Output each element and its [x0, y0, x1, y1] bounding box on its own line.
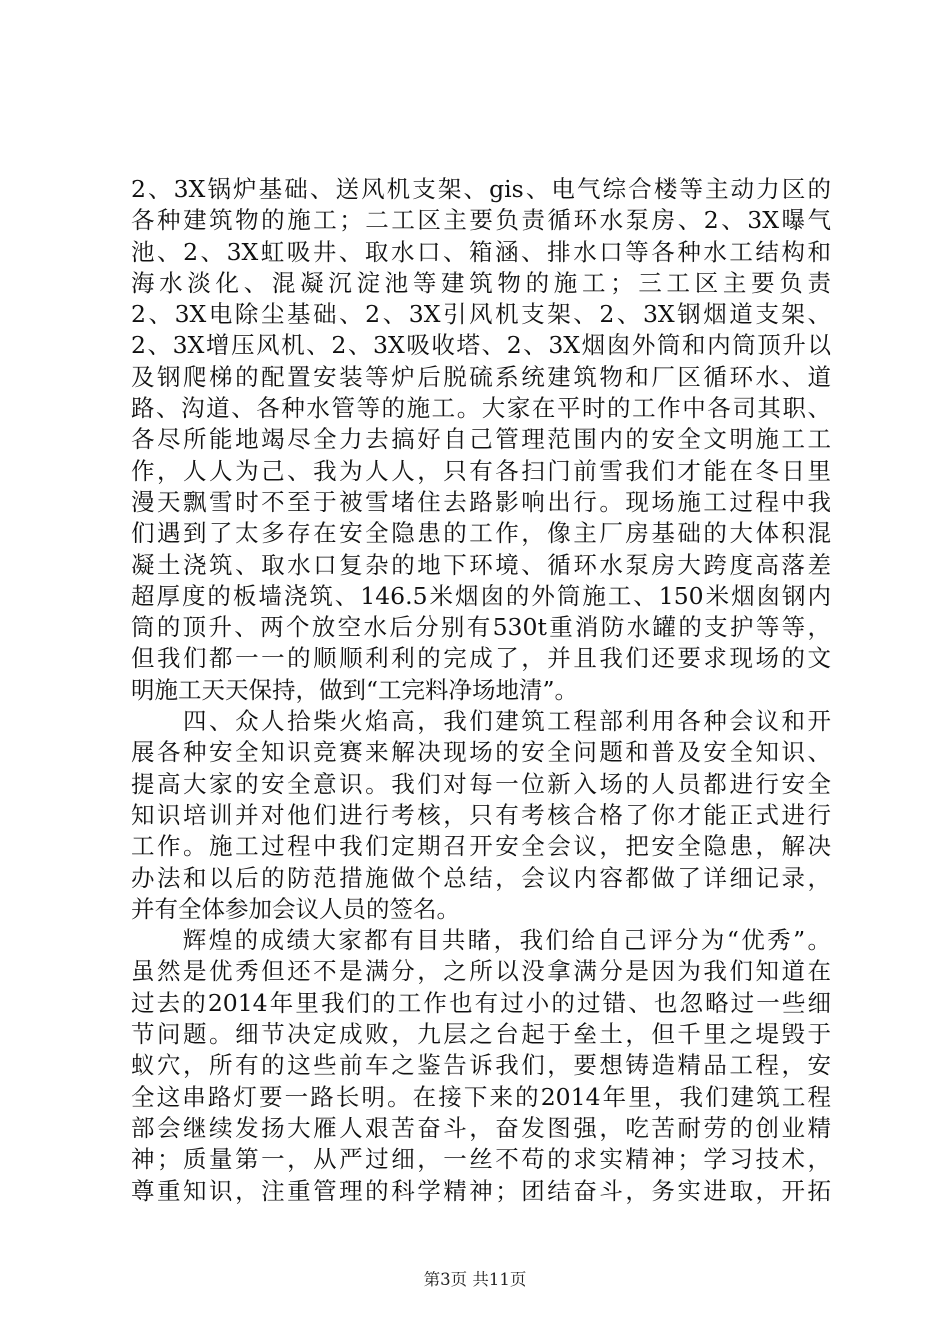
text-line: 海水淡化、混凝沉淀池等建筑物的施工；三工区主要负责 [131, 268, 831, 297]
body-text [131, 174, 831, 1207]
text-line: 过去的2014年里我们的工作也有过小的过错、也忽略过一些细 [131, 988, 831, 1017]
text-line: 部会继续发扬大雁人艰苦奋斗，奋发图强，吃苦耐劳的创业精 [131, 1113, 831, 1142]
text-line: 各尽所能地竭尽全力去搞好自己管理范围内的安全文明施工工 [131, 425, 831, 454]
text-line: 们遇到了太多存在安全隐患的工作，像主厂房基础的大体积混 [131, 519, 831, 548]
text-line: 路、沟道、各种水管等的施工。大家在平时的工作中各司其职、 [131, 394, 831, 423]
text-line: 工作。施工过程中我们定期召开安全会议，把安全隐患，解决 [131, 832, 831, 861]
text-line: 2、3X锅炉基础、送风机支架、gis、电气综合楼等主动力区的 [131, 175, 831, 203]
text-line: 并有全体参加会议人员的签名。 [131, 894, 460, 923]
text-line: 池、2、3X虹吸井、取水口、箱涵、排水口等各种水工结构和 [131, 237, 831, 266]
text-line: 提高大家的安全意识。我们对每一位新入场的人员都进行安全 [131, 769, 831, 798]
text-line: 办法和以后的防范措施做个总结，会议内容都做了详细记录， [131, 863, 831, 892]
text-line: 节问题。细节决定成败，九层之台起于垒土，但千里之堤毁于 [131, 1020, 831, 1049]
text-line: 凝土浇筑、取水口复杂的地下环境、循环水泵房大跨度高落差 [131, 550, 831, 579]
text-line: 超厚度的板墙浇筑、146.5米烟囱的外筒施工、150米烟囱钢内 [131, 581, 831, 610]
page-number: 第3页 共11页 [423, 1270, 527, 1289]
text-line: 神；质量第一，从严过细，一丝不苟的求实精神；学习技术， [131, 1145, 831, 1174]
text-line: 明施工天天保持，做到“工完料净场地清”。 [131, 675, 579, 704]
text-line: 虽然是优秀但还不是满分，之所以没拿满分是因为我们知道在 [131, 957, 831, 986]
text-line: 展各种安全知识竞赛来解决现场的安全问题和普及安全知识、 [131, 738, 831, 767]
text-line: 辉煌的成绩大家都有目共睹，我们给自己评分为“优秀”。 [131, 926, 831, 955]
text-line: 筒的顶升、两个放空水后分别有530t重消防水罐的支护等等， [131, 613, 831, 642]
text-line: 作，人人为己、我为人人，只有各扫门前雪我们才能在冬日里 [131, 456, 831, 485]
text-line: 蚁穴，所有的这些前车之鉴告诉我们，要想铸造精品工程，安 [131, 1051, 831, 1080]
text-line: 漫天飘雪时不至于被雪堵住去路影响出行。现场施工过程中我 [131, 487, 831, 516]
text-line: 及钢爬梯的配置安装等炉后脱硫系统建筑物和厂区循环水、道 [131, 362, 831, 391]
text-line: 但我们都一一的顺顺利利的完成了，并且我们还要求现场的文 [131, 644, 831, 673]
text-line: 尊重知识，注重管理的科学精神；团结奋斗，务实进取，开拓 [131, 1176, 831, 1205]
page-footer [0, 1266, 950, 1290]
text-line: 知识培训并对他们进行考核，只有考核合格了你才能正式进行 [131, 800, 831, 829]
text-line: 全这串路灯要一路长明。在接下来的2014年里，我们建筑工程 [131, 1082, 831, 1111]
text-line: 2、3X电除尘基础、2、3X引风机支架、2、3X钢烟道支架、 [131, 300, 831, 329]
text-line: 四、众人拾柴火焰高，我们建筑工程部利用各种会议和开 [131, 707, 831, 736]
text-line: 2、3X增压风机、2、3X吸收塔、2、3X烟囱外筒和内筒顶升以 [131, 331, 831, 360]
text-line: 各种建筑物的施工；二工区主要负责循环水泵房、2、3X曝气 [131, 206, 831, 235]
